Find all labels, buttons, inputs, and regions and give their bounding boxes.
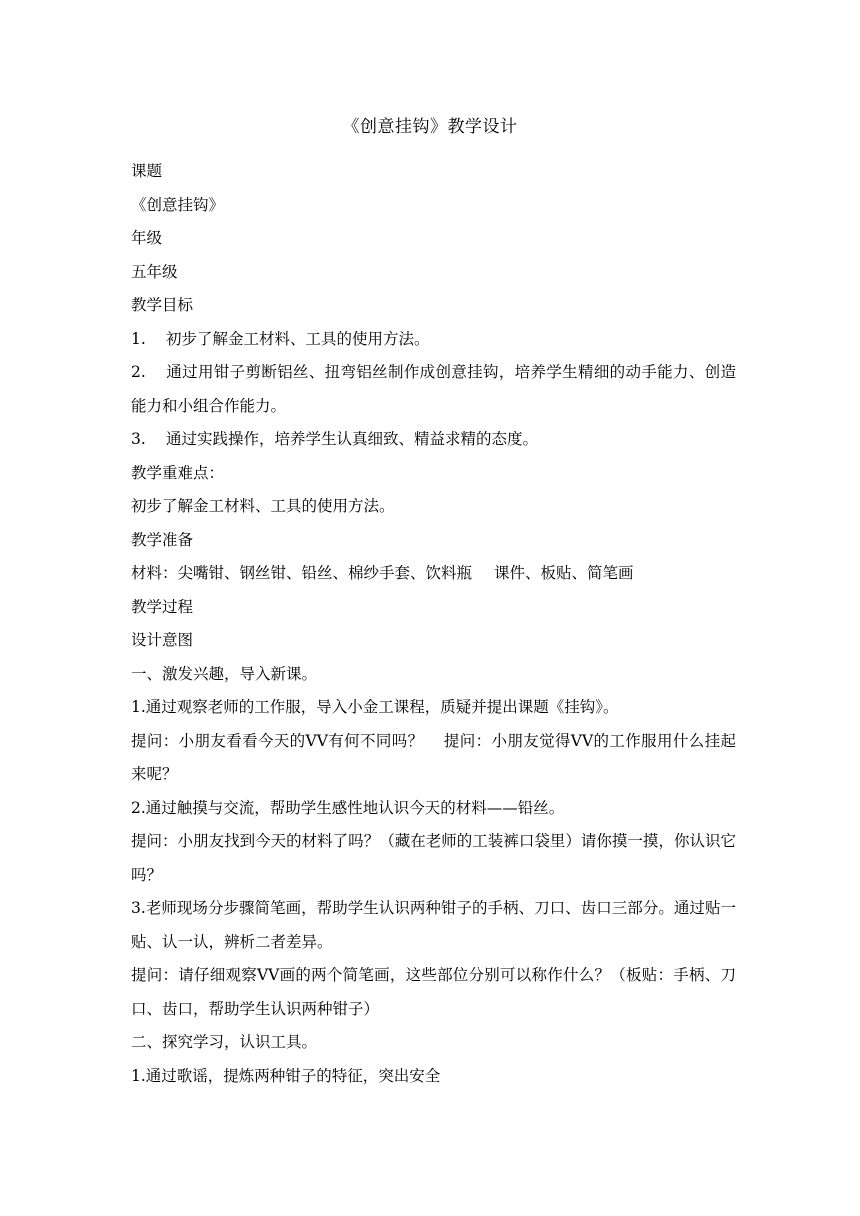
section-heading-2: 二、探究学习，认识工具。 [131, 1033, 318, 1051]
goal-item-2-text: 通过用钳子剪断铝丝、扭弯铝丝制作成创意挂钩，培养学生精细的动手能力、创造能力和小组合作能力。 [131, 363, 736, 415]
goal-item-2-number: 2. [131, 363, 146, 381]
question-2: 提问：小朋友找到今天的材料了吗？（藏在老师的工装裤口袋里）请你摸一摸，你认识它吗？ [131, 832, 736, 884]
goal-item-1-number: 1. [131, 329, 146, 348]
materials-extra: 课件、板贴、简笔画 [494, 564, 634, 582]
question-1a: 提问：小朋友看看今天的VV有何不同吗？ [131, 731, 424, 750]
goal-item-2 [131, 356, 736, 423]
goal-item-1 [131, 323, 736, 357]
label-preparation: 教学准备 [131, 530, 194, 549]
step-1-3: 3.老师现场分步骤简笔画，帮助学生认识两种钳子的手柄、刀口、齿口三部分。通过贴一贴、认一认，辨析二者差异。 [131, 899, 736, 951]
step-1-1: 1.通过观察老师的工作服，导入小金工课程，质疑并提出课题《挂钩》。 [131, 698, 619, 716]
step-2-1: 1.通过歌谣，提炼两种钳子的特征，突出安全 [131, 1066, 441, 1085]
goal-item-3-number: 3. [131, 430, 146, 448]
goal-item-3 [131, 423, 736, 457]
goal-item-3-text: 通过实践操作，培养学生认真细致、精益求精的态度。 [166, 430, 539, 448]
document-title: 《创意挂钩》教学设计 [342, 117, 518, 137]
preparation-materials [131, 557, 736, 591]
question-3: 提问：请仔细观察VV画的两个简笔画，这些部位分别可以称作什么？（板贴：手柄、刀口、齿口，帮助学生认识两种钳子） [131, 966, 736, 1018]
grade-value: 五年级 [131, 262, 178, 281]
document-body [131, 155, 736, 1093]
question-1b: 提问：小朋友觉得VV的工作服用什么挂起来呢？ [131, 731, 736, 783]
label-process: 教学过程 [131, 597, 194, 616]
materials-list: 材料：尖嘴钳、钢丝钳、铅丝、棉纱手套、饮料瓶 [131, 564, 473, 582]
goal-item-1-text: 初步了解金工材料、工具的使用方法。 [166, 329, 430, 348]
label-design-intent: 设计意图 [131, 631, 194, 649]
step-1-2: 2.通过触摸与交流，帮助学生感性地认识今天的材料——铅丝。 [131, 798, 565, 817]
key-points-value: 初步了解金工材料、工具的使用方法。 [131, 497, 395, 515]
label-lesson-topic: 课题 [131, 162, 163, 180]
section-heading-1: 一、激发兴趣，导入新课。 [131, 664, 318, 683]
lesson-topic-value: 《创意挂钩》 [131, 195, 225, 214]
label-grade: 年级 [131, 229, 163, 247]
label-key-points: 教学重难点： [131, 463, 225, 482]
question-1 [131, 725, 736, 792]
label-teaching-goals: 教学目标 [131, 296, 194, 314]
